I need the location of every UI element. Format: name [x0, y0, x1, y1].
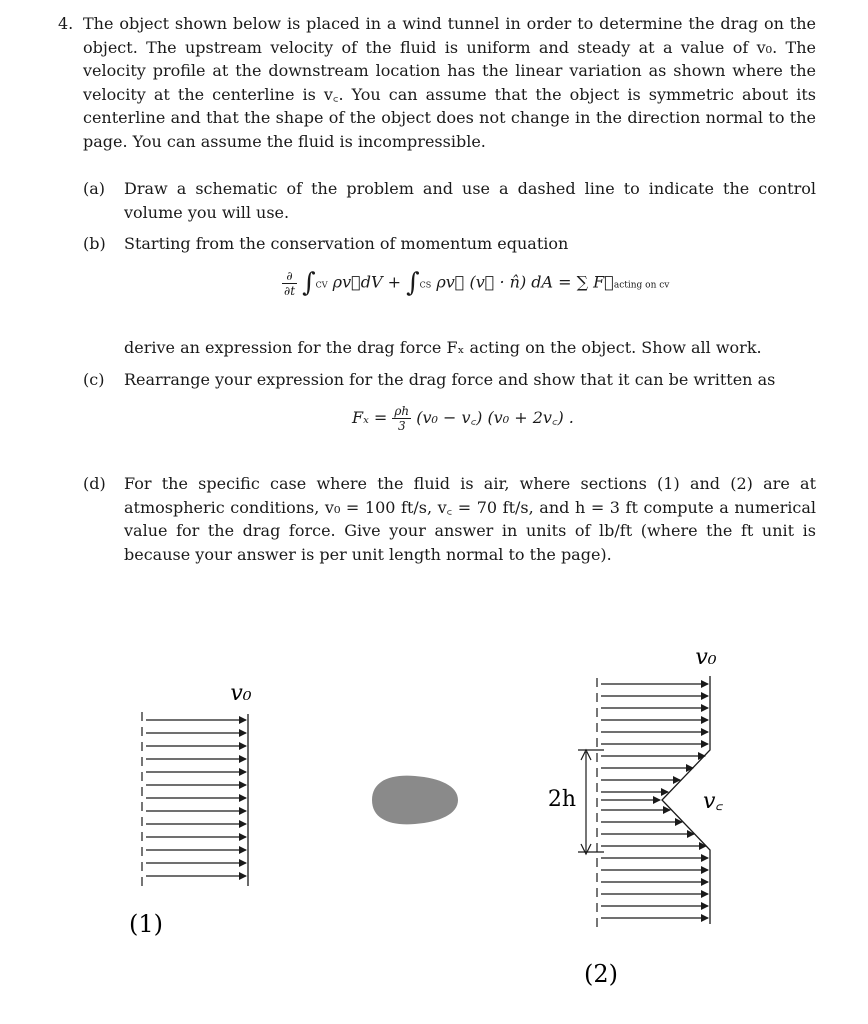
force-subscript: acting on cv — [613, 280, 670, 291]
drag-lhs: Fₓ = — [352, 408, 388, 427]
part-b-continuation: derive an expression for the drag force Fₓ acting on the object. Show all work. — [124, 338, 762, 357]
part-b-text: Starting from the conservation of momentum equation — [124, 234, 569, 253]
integral-sub-cs: CS — [419, 280, 432, 290]
part-c-text: Rearrange your expression for the drag force and show that it can be written as — [124, 370, 776, 389]
problem-number: 4. — [58, 14, 74, 33]
section-1-label: (1) — [129, 910, 163, 938]
height-label: 2h — [547, 787, 577, 812]
section-2-label: (2) — [584, 960, 618, 988]
part-a-label: (a) — [83, 179, 106, 198]
integral-sign-cv: ∫ — [302, 268, 316, 298]
part-a-text: Draw a schematic of the problem and use a dashed line to indicate the control volume you will use. — [124, 179, 816, 222]
part-d-label: (d) — [83, 474, 106, 493]
downstream-velocity-arrows — [601, 684, 708, 918]
downstream-velocity-label: v₀ — [695, 645, 717, 670]
part-d-text: For the specific case where the fluid is air, where sections (1) and (2) are at atmospheric conditions, v₀ = 100 ft/s, v꜀ = 70 ft/s, and h = 3 ft compute a numerical value for the drag force. Give your answer in units of lb/ft (where the ft unit is because your answer is per unit length normal to the page). — [124, 474, 816, 564]
integral-sign-cs: ∫ — [406, 268, 420, 298]
upstream-velocity-arrows — [146, 720, 246, 876]
volume-term: ρv⃗dV + — [332, 272, 402, 292]
part-c-label: (c) — [83, 370, 105, 389]
part-b-label: (b) — [83, 234, 106, 253]
partial-denominator: ∂t — [284, 283, 296, 298]
integral-sub-cv: CV — [315, 280, 328, 290]
upstream-velocity-label: v₀ — [230, 681, 252, 706]
drag-fraction-denominator: 3 — [397, 419, 406, 433]
drag-rhs: (v₀ − v꜀) (v₀ + 2v꜀) . — [416, 408, 574, 427]
object-body — [372, 776, 458, 825]
problem-statement: The object shown below is placed in a wind tunnel in order to determine the drag on the object. The upstream velocity of the fluid is uniform and steady at a value of v₀. The velocity profile at the downstream location has the linear variation as shown where the velocity at the centerline is v꜀. You can assume that the object is symmetric about its centerline and that the shape of the object does not change in the direction normal to the page. You can assume the fluid is incompressible. — [83, 14, 816, 151]
centerline-velocity-label: v꜀ — [702, 789, 724, 814]
partial-numerator: ∂ — [282, 269, 297, 284]
drag-fraction-numerator: ρh — [394, 404, 410, 418]
surface-term: ρv⃗ (v⃗ · n̂) dA = ∑ F⃗ — [436, 272, 614, 292]
